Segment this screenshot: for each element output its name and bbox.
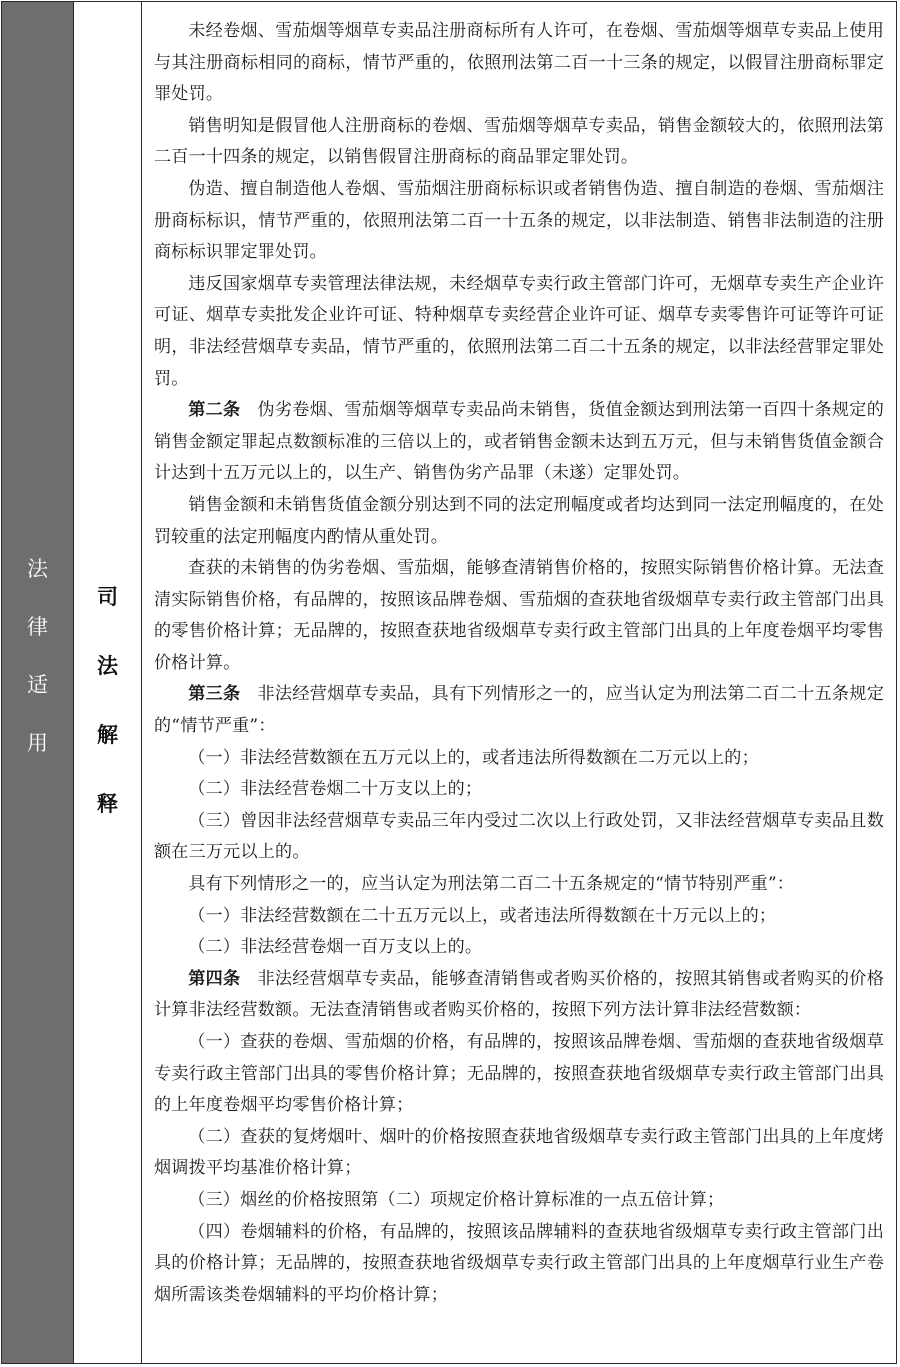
category-char: 适 [27, 673, 48, 697]
paragraph [154, 1122, 884, 1185]
subcategory-char: 法 [97, 654, 118, 678]
paragraph-text: （一）查获的卷烟、雪茄烟的价格，有品牌的，按照该品牌卷烟、雪茄烟的查获地省级烟草专卖行政主管部门出具的零售价格计算；无品牌的，按照查获地省级烟草专卖行政主管部门出具的上年度卷烟平均零售价格计算； [154, 1032, 884, 1116]
paragraph-text: （三）烟丝的价格按照第（二）项规定价格计算标准的一点五倍计算； [188, 1189, 725, 1210]
paragraph-text: 伪造、擅自制造他人卷烟、雪茄烟注册商标标识或者销售伪造、擅自制造的卷烟、雪茄烟注册商标标识，情节严重的，依照刑法第二百一十五条的规定，以非法制造、销售非法制造的注册商标标识罪定罪处罚。 [154, 178, 884, 263]
paragraph-text: 非法经营烟草专卖品，具有下列情形之一的，应当认定为刑法第二百二十五条规定的“情节严重”： [154, 684, 884, 737]
paragraph-text: 违反国家烟草专卖管理法律法规，未经烟草专卖行政主管部门许可，无烟草专卖生产企业许可证、烟草专卖批发企业许可证、特种烟草专卖经营企业许可证、烟草专卖零售许可证等许可证明，非法经营烟草专卖品，情节严重的，依照刑法第二百二十五条的规定，以非法经营罪定罪处罚。 [154, 273, 884, 389]
paragraph [154, 964, 884, 1027]
paragraph-text: （二）非法经营卷烟一百万支以上的。 [188, 937, 483, 958]
paragraph-text: 销售金额和未销售货值金额分别达到不同的法定刑幅度或者均达到同一法定刑幅度的，在处罚较重的法定刑幅度内酌情从重处罚。 [154, 494, 884, 547]
article-number: 第二条 [188, 400, 241, 421]
article-number: 第三条 [188, 684, 241, 705]
subcategory-char: 释 [97, 792, 118, 816]
paragraph [154, 743, 884, 775]
category-char: 用 [27, 731, 48, 755]
paragraph [154, 490, 884, 553]
paragraph [154, 679, 884, 742]
paragraph-text: （一）非法经营数额在二十五万元以上，或者违法所得数额在十万元以上的； [188, 905, 777, 926]
paragraph [154, 174, 884, 269]
paragraph [154, 806, 884, 869]
paragraph-text: 具有下列情形之一的，应当认定为刑法第二百二十五条规定的“情节特别严重”： [188, 874, 795, 895]
paragraph-text: 伪劣卷烟、雪茄烟等烟草专卖品尚未销售，货值金额达到刑法第一百四十条规定的销售金额定罪起点数额标准的三倍以上的，或者销售金额未达到五万元，但与未销售货值金额合计达到十五万元以上的，以生产、销售伪劣产品罪（未遂）定罪处罚。 [154, 400, 884, 484]
article-number: 第四条 [188, 968, 241, 989]
legal-table [1, 1, 897, 1364]
paragraph [154, 774, 884, 806]
category-column [2, 2, 74, 1363]
paragraph-text: 查获的未销售的伪劣卷烟、雪茄烟，能够查清销售价格的，按照实际销售价格计算。无法查清实际销售价格，有品牌的，按照该品牌卷烟、雪茄烟的查获地省级烟草专卖行政主管部门出具的零售价格计算；无品牌的，按照查获地省级烟草专卖行政主管部门出具的上年度卷烟平均零售价格计算。 [154, 558, 884, 673]
subcategory-char: 解 [97, 723, 118, 747]
category-char: 律 [27, 615, 48, 639]
paragraph-text: 销售明知是假冒他人注册商标的卷烟、雪茄烟等烟草专卖品，销售金额较大的，依照刑法第二百一十四条的规定，以销售假冒注册商标的商品罪定罪处罚。 [154, 115, 884, 168]
paragraph-text: （一）非法经营数额在五万元以上的，或者违法所得数额在二万元以上的； [188, 747, 759, 768]
paragraph [154, 869, 884, 901]
category-char: 法 [27, 557, 48, 581]
paragraph [154, 1027, 884, 1122]
subcategory-column [74, 2, 142, 1363]
category-label [2, 540, 73, 772]
paragraph [154, 16, 884, 111]
paragraph [154, 1217, 884, 1312]
paragraph [154, 269, 884, 395]
subcategory-char: 司 [97, 585, 118, 609]
paragraph [154, 901, 884, 933]
paragraph-text: 未经卷烟、雪茄烟等烟草专卖品注册商标所有人许可，在卷烟、雪茄烟等烟草专卖品上使用与其注册商标相同的商标，情节严重的，依照刑法第二百一十三条的规定，以假冒注册商标罪定罪处罚。 [154, 21, 884, 105]
paragraph-text: 非法经营烟草专卖品，能够查清销售或者购买价格的，按照其销售或者购买的价格计算非法经营数额。无法查清销售或者购买价格的，按照下列方法计算非法经营数额： [154, 968, 884, 1021]
paragraph [154, 111, 884, 174]
paragraph [154, 932, 884, 964]
paragraph [154, 395, 884, 490]
interpretation-text [142, 2, 896, 1363]
paragraph [154, 553, 884, 679]
paragraph-text: （四）卷烟辅料的价格，有品牌的，按照该品牌辅料的查获地省级烟草专卖行政主管部门出具的价格计算；无品牌的，按照查获地省级烟草专卖行政主管部门出具的上年度烟草行业生产卷烟所需该类卷烟辅料的平均价格计算； [154, 1221, 884, 1305]
paragraph [154, 1185, 884, 1217]
paragraph-text: （二）查获的复烤烟叶、烟叶的价格按照查获地省级烟草专卖行政主管部门出具的上年度烤烟调拨平均基准价格计算； [154, 1126, 884, 1179]
paragraph-text: （三）曾因非法经营烟草专卖品三年内受过二次以上行政处罚，又非法经营烟草专卖品且数额在三万元以上的。 [154, 810, 884, 863]
subcategory-label [74, 563, 141, 839]
paragraph-text: （二）非法经营卷烟二十万支以上的； [188, 779, 483, 800]
